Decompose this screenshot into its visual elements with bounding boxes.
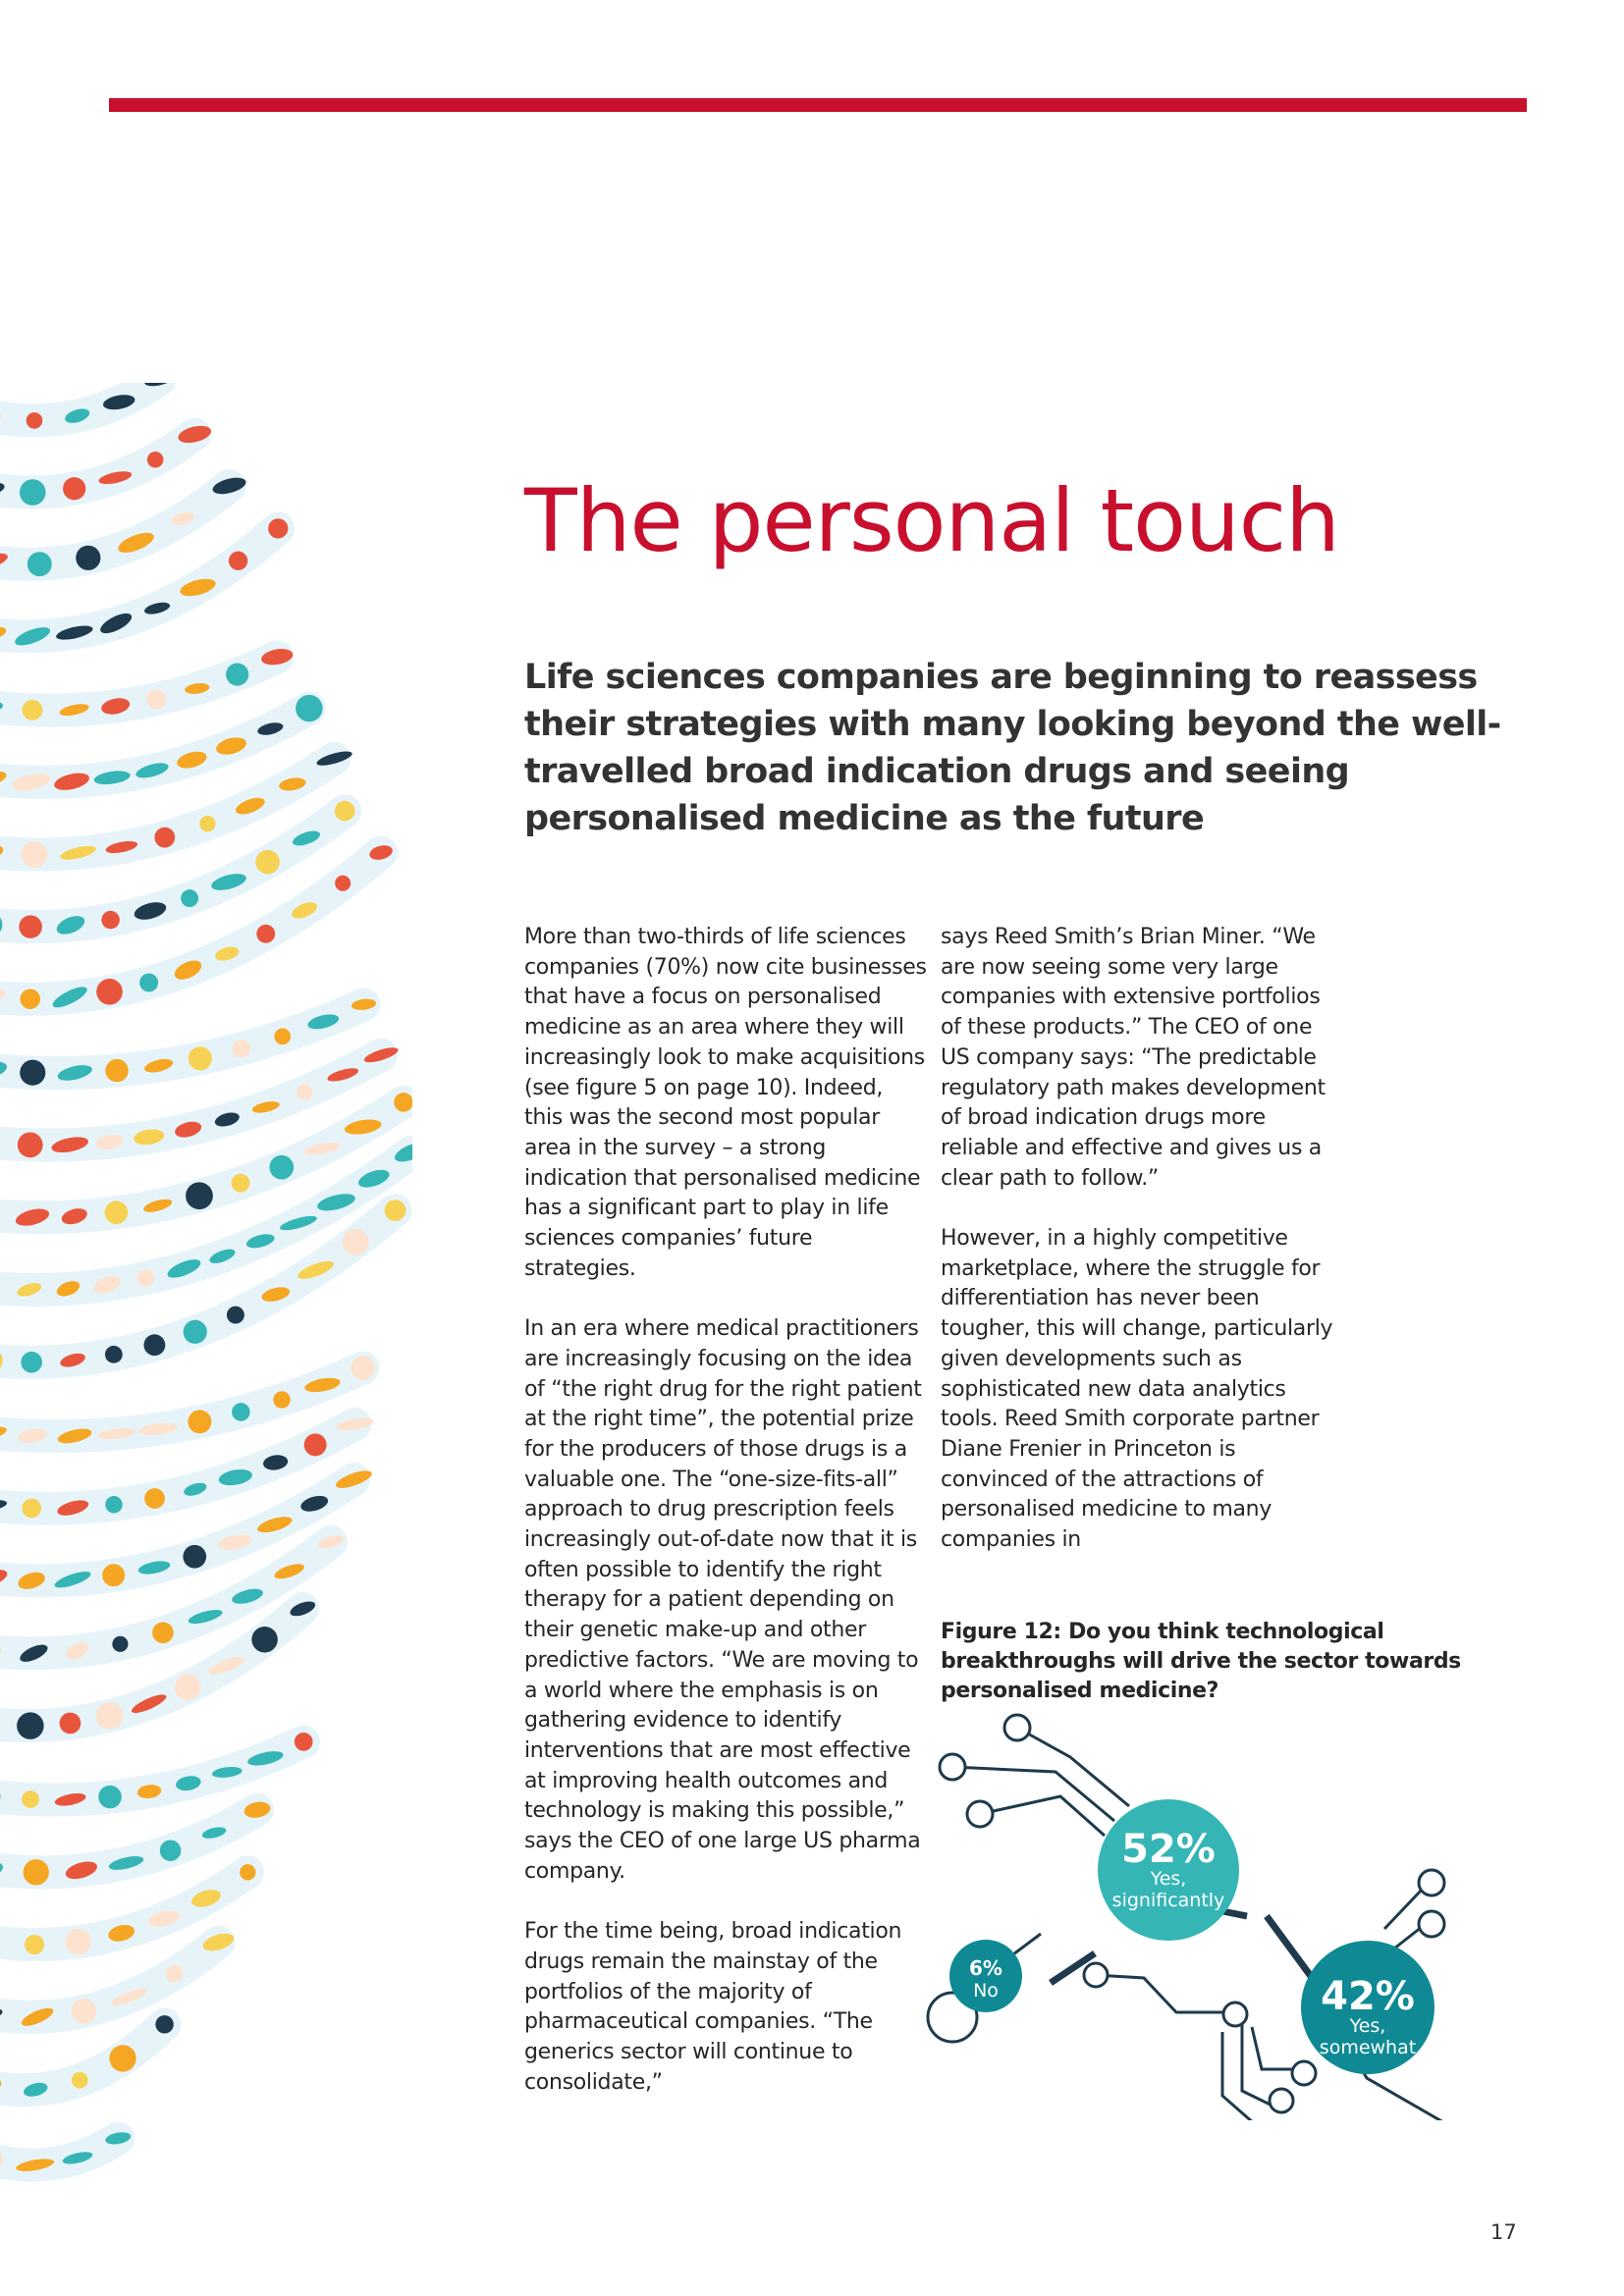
pill-dot — [186, 1182, 213, 1209]
pill-strand — [0, 383, 176, 429]
pill-dot — [21, 841, 47, 868]
pill-dot — [343, 1229, 369, 1255]
pill-dot — [160, 1840, 182, 1861]
pill-dot — [144, 1488, 165, 1509]
pill-dot — [175, 1674, 201, 1700]
pill-dot — [351, 1356, 375, 1380]
pill-dot — [335, 801, 355, 822]
pill-strand — [0, 647, 295, 721]
pill-dot — [385, 1200, 406, 1221]
node-circle — [967, 1801, 993, 1827]
pill-dot — [143, 1334, 165, 1356]
node-circle — [1292, 2061, 1316, 2085]
pill-dot — [251, 1627, 277, 1652]
pill-dot — [20, 988, 40, 1009]
pill-dot — [155, 2015, 173, 2033]
pill-dot — [17, 1712, 44, 1739]
pill-dot — [227, 1307, 244, 1324]
connector-line — [1267, 1916, 1316, 1983]
pill-dot — [256, 925, 275, 943]
pill-dot — [105, 1496, 122, 1513]
bubble-value-label: 42% — [1321, 1974, 1415, 2019]
connector-line — [980, 1796, 1105, 1836]
node-circle — [1004, 1715, 1030, 1740]
connector-line — [1394, 1927, 1422, 1949]
pill-halo — [0, 2138, 118, 2164]
pill-dot — [72, 2072, 88, 2089]
node-circle — [1084, 1963, 1108, 1987]
pill-dot — [184, 1320, 207, 1344]
pill-dot — [22, 1499, 41, 1519]
figure-caption: Figure 12: Do you think technological breakthroughs will drive the sector towards personalised medicine? — [941, 1620, 1461, 1703]
pill-dot — [60, 1713, 81, 1735]
pill-dot — [27, 412, 43, 429]
pill-dot — [27, 552, 52, 576]
pill-dot — [105, 1346, 123, 1363]
node-circle — [1419, 1911, 1444, 1937]
page-title: The personal touch — [524, 470, 1339, 571]
pill-dot — [112, 1636, 128, 1652]
pill-dot — [20, 479, 46, 506]
pill-dot — [188, 1410, 211, 1433]
pill-dot — [63, 477, 85, 500]
pill-dot — [240, 1864, 255, 1880]
bubble-value-label: 6% — [969, 1956, 1002, 1980]
pill-dot — [273, 1391, 290, 1408]
body-paragraph: However, in a highly competitive marketplace, where the struggle for differentiation has never been tougher, this will change, particularly given developments such as sophisticated new data analytics tools. Reed Smith corporate partner Diane Frenier in Princeton is convinced of the attractions of personalised medicine to many companies in — [941, 1226, 1333, 1553]
pill-dot — [21, 1352, 42, 1373]
pill-dot — [335, 876, 351, 891]
pill-dot — [25, 1935, 44, 1954]
pill-dot — [229, 552, 247, 570]
pill-dot — [166, 1965, 184, 1983]
pill-dot — [109, 2045, 135, 2071]
node-circle — [1270, 2089, 1293, 2112]
pill-dot — [19, 915, 42, 938]
pill-dot — [296, 695, 323, 722]
figure-12-bubble-chart — [923, 1698, 1532, 2120]
pill-dot — [199, 816, 215, 831]
pill-dot — [23, 700, 43, 721]
connector-line — [1252, 2027, 1296, 2069]
pill-dot — [102, 1564, 125, 1586]
pill-dot — [394, 1093, 412, 1112]
node-circle — [940, 1754, 965, 1780]
node-circle — [1419, 1870, 1444, 1896]
pill-dot — [18, 1132, 43, 1157]
pill-dot — [24, 1859, 49, 1885]
decorative-pill-pattern — [0, 383, 412, 2287]
pill-dot — [297, 1084, 312, 1099]
pill-dot — [22, 1790, 39, 1808]
pill-dot — [269, 1155, 294, 1180]
pill-dot — [181, 889, 198, 907]
pill-dot — [101, 911, 120, 930]
pill-dot — [96, 979, 123, 1005]
pill-dot — [65, 1929, 91, 1955]
pill-dot — [268, 518, 288, 538]
connector-line — [1384, 1890, 1422, 1929]
pill-strand — [0, 2130, 132, 2173]
header-accent-bar — [109, 98, 1527, 112]
pill-dot — [76, 546, 100, 570]
pill-dot — [105, 1059, 128, 1082]
pill-dot — [226, 663, 248, 685]
body-paragraph: For the time being, broad indication drugs remain the mainstay of the portfolios of the majority of pharmaceutical companies. “The generics sector will continue to consolidate,” — [524, 1919, 902, 2095]
body-paragraph: In an era where medical practitioners are increasingly focusing on the idea of “the right drug for the right patient at the right time”, the potential prize for the producers of those drugs is a valuable one. The “one-size-fits-all” approach to drug prescription feels increasingly out-of-date now that it is often possible to identify the right therapy for a patient depending on their genetic make-up and other predictive factors. “We are moving to a world where the emphasis is on gathering evidence to identify interventions that are most effective at improving health outcomes and technology is making this possible,” says the CEO of one large US pharma company. — [524, 1316, 922, 1884]
pill-dot — [274, 1029, 291, 1045]
body-column-right — [941, 923, 1343, 1585]
pill-dot — [146, 689, 166, 709]
pill-dot — [147, 452, 164, 468]
pill-dot — [72, 1999, 97, 2024]
bubble-category-label: Yes, significantly — [1111, 1868, 1225, 1911]
pill-dot — [139, 974, 158, 992]
body-paragraph: says Reed Smith’s Brian Miner. “We are now seeing some very large companies with extensive portfolios of these products.” The CEO of one US company says: “The predictable regulatory path makes development of broad indication drugs more reliable and effective and gives us a clear path to follow.” — [941, 925, 1326, 1191]
bubble-value-label: 52% — [1121, 1827, 1216, 1872]
pill-dot — [105, 1201, 129, 1224]
pill-dot — [96, 1702, 124, 1730]
connector-line — [1017, 1728, 1129, 1806]
page-number: 17 — [1490, 2220, 1517, 2244]
pill-dot — [137, 1269, 155, 1287]
pill-dot — [255, 850, 280, 875]
pill-dot — [98, 1786, 122, 1809]
pill-dot — [183, 1545, 206, 1569]
pill-dot — [295, 1733, 313, 1751]
pill-dot — [304, 1433, 327, 1456]
pill-dot — [154, 828, 175, 848]
pill-dot — [189, 1046, 212, 1070]
bubble-category-label: No — [973, 1980, 999, 2002]
connector-line — [1096, 1975, 1232, 2012]
pill-dot — [152, 1622, 174, 1643]
node-circle — [1223, 2002, 1247, 2026]
bubble-category-label: Yes, somewhat — [1319, 2015, 1417, 2058]
body-column-left — [524, 923, 927, 2128]
pill-dot — [232, 1174, 250, 1193]
pill-dot — [20, 1060, 45, 1086]
lede-paragraph: Life sciences companies are beginning to reassess their strategies with many looking beyond the well-travelled broad indication drugs and seeing personalised medicine as the future — [524, 658, 1501, 838]
pill-dot — [232, 1403, 250, 1421]
body-paragraph: More than two-thirds of life sciences companies (70%) now cite businesses that have a focus on personalised medicine as an area where they will increasingly look to make acquisitions (see figure 5 on page 10). Indeed, this was the second most popular area in the survey – a strong indication that personalised medicine has a significant part to play in life sciences companies’ future strategies. — [524, 925, 927, 1281]
pill-dot — [232, 1040, 250, 1058]
